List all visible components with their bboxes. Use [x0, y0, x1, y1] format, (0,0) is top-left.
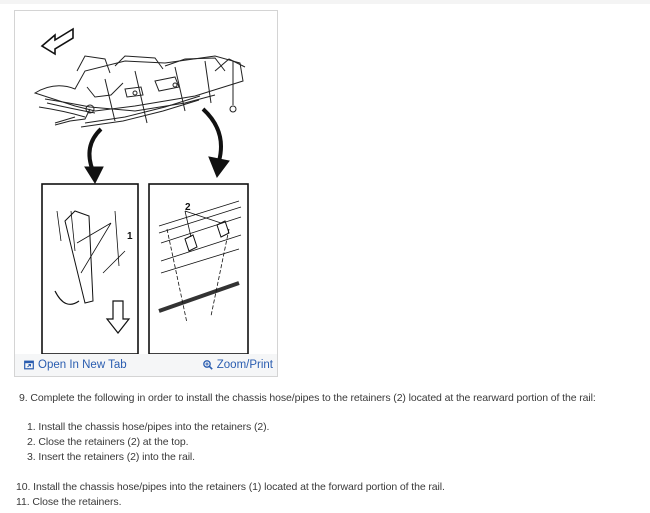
step-number: 10. [16, 481, 31, 493]
substep-3 [27, 451, 195, 463]
callout-1: 1 [127, 231, 133, 242]
substep-1 [27, 421, 269, 433]
callout-2: 2 [185, 202, 191, 213]
inset-rearward-retainers [149, 184, 248, 354]
inset-forward-retainers [42, 184, 138, 354]
open-in-new-tab-link[interactable] [24, 359, 127, 371]
open-new-tab-icon [24, 360, 34, 370]
step-text: Complete the following in order to install the chassis hose/pipes to the retainers (2) located at the rearward portion of the rail: [30, 392, 596, 404]
substep-2 [27, 436, 188, 448]
zoom-in-icon [203, 360, 213, 370]
step-text: Insert the retainers (2) into the rail. [38, 451, 195, 463]
zoom-print-label: Zoom/Print [216, 359, 273, 371]
step-9 [19, 392, 596, 404]
step-text: Close the retainers. [32, 496, 122, 508]
zoom-print-link[interactable] [203, 359, 273, 371]
forward-direction-arrow-icon [42, 29, 73, 54]
step-number: 3. [27, 451, 36, 463]
step-number: 11. [16, 496, 30, 508]
top-bar [0, 0, 650, 4]
step-number: 2. [27, 436, 36, 448]
chassis-diagram-image [15, 11, 277, 354]
step-text: Install the chassis hose/pipes into the retainers (1) located at the forward portion of the rail. [33, 481, 445, 493]
figure-panel [14, 10, 278, 377]
open-in-new-tab-label: Open In New Tab [38, 359, 127, 371]
step-number: 9. [19, 392, 28, 404]
step-11 [16, 496, 121, 508]
step-number: 1. [27, 421, 36, 433]
step-text: Install the chassis hose/pipes into the retainers (2). [38, 421, 270, 433]
step-10 [16, 481, 445, 493]
figure-footer [15, 354, 277, 376]
step-text: Close the retainers (2) at the top. [38, 436, 189, 448]
